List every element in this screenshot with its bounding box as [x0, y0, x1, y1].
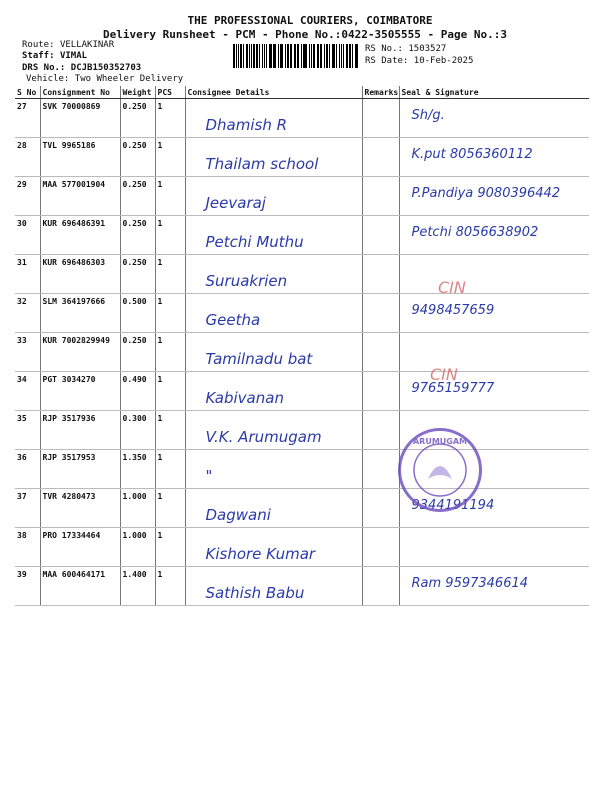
row-remarks: [362, 567, 399, 606]
row-pcs: [155, 567, 185, 606]
barcode-bar: [266, 44, 267, 68]
row-pcs: [155, 489, 185, 528]
row-consignment-no-text: MAA 600464171: [42, 570, 106, 579]
row-consignment-no-text: SLM 364197666: [42, 297, 106, 306]
row-weight-text: 0.250: [122, 180, 147, 189]
row-remarks: [362, 216, 399, 255]
row-consignee-text: V.K. Arumugam: [205, 428, 322, 446]
row-consignment-no: [40, 99, 120, 138]
barcode-bar: [336, 44, 337, 68]
row-sno: [15, 333, 40, 372]
barcode-bar: [273, 44, 274, 68]
row-pcs-text: 1: [157, 219, 163, 228]
row-sno-text: 36: [17, 453, 27, 462]
barcode-bar: [251, 44, 252, 68]
row-weight: [120, 411, 155, 450]
row-sno: [15, 411, 40, 450]
drs-line: [22, 63, 141, 73]
row-weight-text: 1.000: [122, 531, 147, 540]
row-consignment-no-text: KUR 696486303: [42, 258, 106, 267]
barcode-bar: [233, 44, 235, 68]
row-signature-text: 9765159777: [411, 381, 495, 396]
barcode-bar: [253, 44, 255, 68]
row-pcs-text: 1: [157, 492, 163, 501]
row-signature: [399, 255, 589, 294]
row-consignee-text: Tamilnadu bat: [205, 350, 313, 368]
row-consignee-text: Dhamish R: [205, 116, 288, 134]
row-pcs-text: 1: [157, 336, 163, 345]
row-consignment-no: [40, 333, 120, 372]
row-pcs: [155, 528, 185, 567]
barcode-bar: [349, 44, 351, 68]
row-consignment-no: [40, 489, 120, 528]
barcode-bar: [269, 44, 271, 68]
row-sno: [15, 372, 40, 411]
row-consignment-no-text: KUR 7002829949: [42, 336, 110, 345]
row-consignee: [185, 216, 362, 255]
barcode-bar: [295, 44, 296, 68]
row-consignee-text: Kishore Kumar: [205, 545, 316, 563]
row-weight: [120, 333, 155, 372]
table-row: [15, 411, 589, 450]
row-pcs: [155, 216, 185, 255]
row-consignment-no-text: KUR 696486391: [42, 219, 106, 228]
col-sno: S No: [15, 86, 40, 99]
row-consignment-no: [40, 294, 120, 333]
row-consignee: [185, 528, 362, 567]
row-sno-text: 33: [17, 336, 27, 345]
row-consignment-no: [40, 450, 120, 489]
row-pcs: [155, 138, 185, 177]
barcode-bar: [317, 44, 318, 68]
barcode-bar: [240, 44, 242, 68]
row-remarks: [362, 450, 399, 489]
table-row: [15, 216, 589, 255]
row-sno: [15, 177, 40, 216]
row-weight-text: 0.250: [122, 141, 147, 150]
table-row: [15, 138, 589, 177]
barcode-bar: [318, 44, 319, 68]
row-weight: [120, 138, 155, 177]
table-row: [15, 489, 589, 528]
row-consignment-no-text: TVL 9965186: [42, 141, 96, 150]
row-consignee: [185, 138, 362, 177]
drs-value: DCJB150352703: [70, 63, 142, 73]
row-consignment-no: [40, 567, 120, 606]
row-pcs-text: 1: [157, 297, 163, 306]
barcode-bar: [281, 44, 283, 68]
col-remarks: Remarks: [362, 86, 399, 99]
row-sno-text: 37: [17, 492, 27, 501]
col-pcs: PCS: [155, 86, 185, 99]
row-remarks: [362, 372, 399, 411]
barcode-bar: [287, 44, 289, 68]
row-consignee: [185, 255, 362, 294]
barcode-bar: [280, 44, 281, 68]
route-line: [22, 40, 114, 50]
row-pcs-text: 1: [157, 570, 163, 579]
row-sno-text: 38: [17, 531, 27, 540]
row-consignee: [185, 99, 362, 138]
row-consignment-no: [40, 177, 120, 216]
row-sno: [15, 255, 40, 294]
col-consignment: Consignment No: [40, 86, 120, 99]
row-weight-text: 0.250: [122, 336, 147, 345]
barcode-bar: [278, 44, 279, 68]
row-consignee-text: Dagwani: [205, 506, 271, 524]
row-remarks: [362, 294, 399, 333]
runsheet-table: [15, 86, 589, 606]
vehicle-value: Two Wheeler Delivery: [74, 74, 184, 84]
rs-number-label: RS No.:: [365, 44, 403, 54]
row-consignee: [185, 567, 362, 606]
barcode-bar: [246, 44, 248, 68]
barcode-bar: [326, 44, 328, 68]
barcode-bar: [294, 44, 295, 68]
row-sno: [15, 216, 40, 255]
route-label: Route:: [22, 40, 55, 50]
row-sno: [15, 567, 40, 606]
row-sno-text: 27: [17, 102, 27, 111]
row-signature: [399, 333, 589, 372]
row-consignee-text: Jeevaraj: [205, 194, 266, 212]
row-pcs: [155, 255, 185, 294]
table-row: [15, 177, 589, 216]
row-signature: [399, 99, 589, 138]
row-consignee: [185, 489, 362, 528]
barcode-bar: [290, 44, 292, 68]
row-consignment-no-text: RJP 3517953: [42, 453, 96, 462]
row-pcs-text: 1: [157, 258, 163, 267]
table-row: [15, 255, 589, 294]
table-row: [15, 333, 589, 372]
row-consignee-text: Kabivanan: [205, 389, 284, 407]
row-signature: [399, 528, 589, 567]
barcode-bar: [333, 44, 335, 68]
row-weight-text: 0.500: [122, 297, 147, 306]
row-consignee-text: ": [205, 467, 213, 485]
row-sno: [15, 99, 40, 138]
barcode-bar: [352, 44, 353, 68]
row-pcs-text: 1: [157, 102, 163, 111]
barcode-bar: [309, 44, 310, 68]
barcode-bar: [329, 44, 330, 68]
barcode-bar: [249, 44, 250, 68]
row-pcs-text: 1: [157, 531, 163, 540]
row-remarks: [362, 489, 399, 528]
barcode-bar: [301, 44, 302, 68]
barcode-bar: [274, 44, 276, 68]
row-consignee: [185, 411, 362, 450]
row-consignment-no: [40, 216, 120, 255]
row-weight: [120, 255, 155, 294]
row-remarks: [362, 528, 399, 567]
row-weight-text: 1.000: [122, 492, 147, 501]
row-sno-text: 35: [17, 414, 27, 423]
row-weight-text: 0.300: [122, 414, 147, 423]
barcode: [233, 44, 359, 68]
row-signature: [399, 216, 589, 255]
row-pcs: [155, 333, 185, 372]
row-pcs: [155, 411, 185, 450]
col-seal-signature: Seal & Signature: [399, 86, 589, 99]
row-consignment-no: [40, 255, 120, 294]
row-pcs: [155, 177, 185, 216]
row-weight-text: 0.250: [122, 219, 147, 228]
row-signature-text: K.put 8056360112: [411, 147, 533, 162]
row-consignee: [185, 450, 362, 489]
row-sno: [15, 489, 40, 528]
row-remarks: [362, 255, 399, 294]
row-remarks: [362, 333, 399, 372]
row-weight: [120, 528, 155, 567]
rs-date-value: 10-Feb-2025: [413, 56, 474, 66]
barcode-bar: [320, 44, 322, 68]
row-sno: [15, 294, 40, 333]
rs-number-line: [365, 44, 446, 54]
staff-line: [22, 51, 87, 61]
barcode-bar: [332, 44, 333, 68]
row-weight: [120, 450, 155, 489]
row-consignee: [185, 333, 362, 372]
row-weight: [120, 567, 155, 606]
row-signature: [399, 567, 589, 606]
vehicle-label: Vehicle:: [26, 74, 70, 84]
row-sno: [15, 528, 40, 567]
col-weight: Weight: [120, 86, 155, 99]
barcode-bar: [339, 44, 341, 68]
barcode-bar: [346, 44, 348, 68]
row-consignee-text: Suruakrien: [205, 272, 288, 290]
row-pcs-text: 1: [157, 180, 163, 189]
row-remarks: [362, 177, 399, 216]
table-row: [15, 372, 589, 411]
row-pcs-text: 1: [157, 453, 163, 462]
row-weight-text: 1.400: [122, 570, 147, 579]
row-sno-text: 34: [17, 375, 27, 384]
barcode-bar: [304, 44, 306, 68]
row-pcs-text: 1: [157, 375, 163, 384]
row-signature-text: Sh/g.: [411, 108, 445, 123]
row-signature-text: 9344191194: [411, 498, 495, 513]
row-sno-text: 39: [17, 570, 27, 579]
row-signature: [399, 177, 589, 216]
barcode-bar: [262, 44, 263, 68]
row-consignment-no: [40, 138, 120, 177]
row-pcs: [155, 372, 185, 411]
table-row: [15, 450, 589, 489]
row-pcs: [155, 450, 185, 489]
row-signature-text: 9498457659: [411, 303, 495, 318]
cin-stamp-2: CIN: [430, 365, 458, 384]
row-weight-text: 1.350: [122, 453, 147, 462]
row-weight: [120, 372, 155, 411]
row-remarks: [362, 411, 399, 450]
row-pcs-text: 1: [157, 141, 163, 150]
staff-label: Staff:: [22, 51, 55, 61]
row-consignment-no: [40, 528, 120, 567]
row-sno-text: 32: [17, 297, 27, 306]
seal-text: ARUMUGAM: [412, 437, 468, 446]
row-consignment-no-text: PRO 17334464: [42, 531, 101, 540]
table-header-row: [15, 86, 589, 99]
rs-number-value: 1503527: [408, 44, 447, 54]
row-consignment-no-text: RJP 3517936: [42, 414, 96, 423]
drs-label: DRS No.:: [22, 63, 66, 73]
barcode-bar: [356, 44, 358, 68]
row-sno-text: 28: [17, 141, 27, 150]
row-sno: [15, 138, 40, 177]
row-weight: [120, 216, 155, 255]
barcode-bar: [243, 44, 244, 68]
row-consignment-no: [40, 372, 120, 411]
row-consignee-text: Sathish Babu: [205, 584, 305, 602]
barcode-bar: [297, 44, 299, 68]
barcode-bar: [341, 44, 342, 68]
barcode-bar: [236, 44, 237, 68]
row-consignment-no-text: MAA 577001904: [42, 180, 106, 189]
row-signature-text: P.Pandiya 9080396442: [411, 186, 561, 201]
company-title: THE PROFESSIONAL COURIERS, COIMBATORE: [187, 14, 433, 27]
row-remarks: [362, 99, 399, 138]
row-weight-text: 0.490: [122, 375, 147, 384]
row-sno-text: 29: [17, 180, 27, 189]
vehicle-line: [26, 74, 183, 84]
row-signature-text: Petchi 8056638902: [411, 225, 539, 240]
row-consignee: [185, 177, 362, 216]
col-consignee: Consignee Details: [185, 86, 362, 99]
row-signature: [399, 372, 589, 411]
row-weight-text: 0.250: [122, 102, 147, 111]
table-row: [15, 294, 589, 333]
barcode-bar: [259, 44, 260, 68]
row-weight: [120, 99, 155, 138]
row-weight-text: 0.250: [122, 258, 147, 267]
row-signature: [399, 294, 589, 333]
row-weight: [120, 177, 155, 216]
row-consignee-text: Petchi Muthu: [205, 233, 304, 251]
seal-stamp: [398, 428, 482, 512]
row-consignee-text: Thailam school: [205, 155, 319, 173]
row-consignee: [185, 294, 362, 333]
barcode-bar: [355, 44, 356, 68]
row-signature-text: Ram 9597346614: [411, 576, 529, 591]
row-sno: [15, 450, 40, 489]
route-value: VELLAKINAR: [59, 40, 115, 50]
barcode-bar: [303, 44, 304, 68]
barcode-bar: [264, 44, 266, 68]
row-consignment-no-text: SVK 70000869: [42, 102, 101, 111]
row-weight: [120, 294, 155, 333]
row-consignment-no-text: PGT 3034270: [42, 375, 96, 384]
cin-stamp: CIN: [438, 278, 466, 297]
row-pcs: [155, 99, 185, 138]
barcode-bar: [311, 44, 313, 68]
runsheet-subtitle: Delivery Runsheet - PCM - Phone No.:0422-3505555 - Page No.:3: [103, 28, 507, 41]
barcode-bar: [256, 44, 258, 68]
barcode-bar: [324, 44, 325, 68]
table-row: [15, 99, 589, 138]
row-pcs: [155, 294, 185, 333]
barcode-bar: [313, 44, 315, 68]
row-remarks: [362, 138, 399, 177]
rs-date-label: RS Date:: [365, 56, 409, 66]
barcode-bar: [343, 44, 344, 68]
staff-value: VIMAL: [59, 51, 88, 61]
row-pcs-text: 1: [157, 414, 163, 423]
row-weight: [120, 489, 155, 528]
table-row: [15, 567, 589, 606]
barcode-bar: [285, 44, 286, 68]
row-sno-text: 31: [17, 258, 27, 267]
row-consignment-no: [40, 411, 120, 450]
row-sno-text: 30: [17, 219, 27, 228]
rs-date-line: [365, 56, 473, 66]
table-row: [15, 528, 589, 567]
barcode-bar: [238, 44, 239, 68]
row-signature: [399, 138, 589, 177]
row-consignee: [185, 372, 362, 411]
row-consignee-text: Geetha: [205, 311, 261, 329]
row-consignment-no-text: TVR 4280473: [42, 492, 96, 501]
